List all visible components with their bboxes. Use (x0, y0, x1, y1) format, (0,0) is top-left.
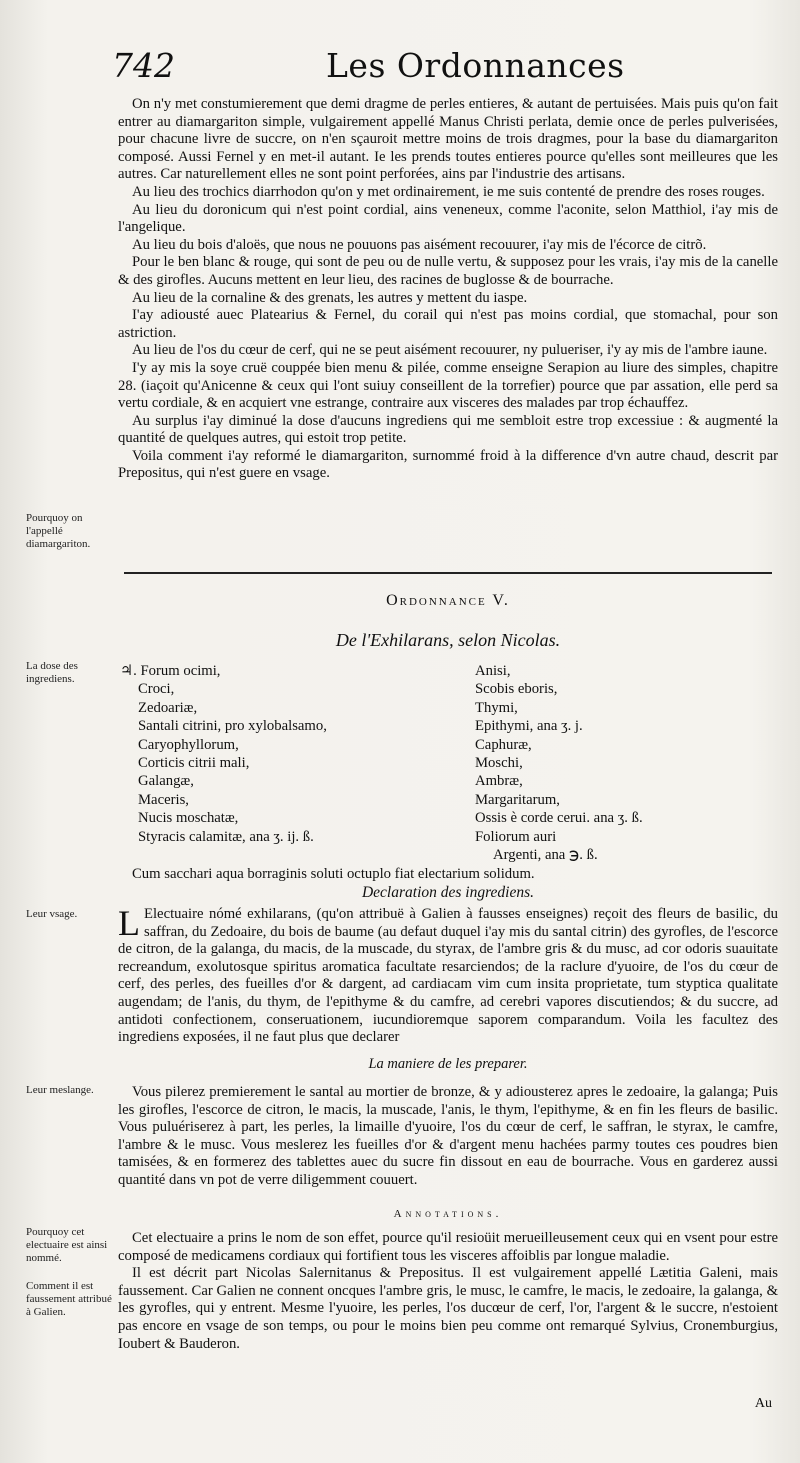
recipe-item: Foliorum auri (475, 828, 557, 845)
page-number: 742 (112, 46, 175, 85)
running-title: Les Ordonnances (326, 46, 625, 85)
margin-note: La dose des ingrediens. (26, 660, 78, 685)
paragraph: Au surplus i'ay diminué la dose d'aucuns ingrediens qui me sembloit estre trop excessiue : & augmenté la quantité de quelques autres, qui estoit trop petite. (118, 412, 778, 447)
margin-note: Comment il est faussement attribué à Galien. (26, 1280, 112, 1318)
recipe-item: Zedoariæ, (138, 699, 198, 716)
declaration-title: Declaration des ingrediens. (361, 884, 535, 901)
intro-text (118, 96, 778, 483)
recipe-item: ♃. Forum ocimi, (120, 663, 221, 679)
annotations-section (118, 1230, 778, 1353)
recipe-item: Moschi, (475, 755, 523, 772)
page-header (112, 46, 772, 90)
recipe-item: Nucis moschatæ, (138, 810, 239, 827)
recipe-left-column (120, 662, 327, 846)
recipe-item: Caphuræ, (475, 736, 532, 753)
paragraph: I'ay adiousté auec Platearius & Fernel, du corail qui n'est pas moins cordial, que stomachal, pour son astriction. (118, 307, 778, 341)
section-divider (124, 572, 772, 574)
annotations-title: Annotations. (393, 1208, 503, 1220)
paragraph: Au lieu de l'os du cœur de cerf, qui ne se peut aisément recouurer, ny pulueriser, i'y ay mis de l'ambre iaune. (132, 342, 768, 359)
catchword: Au (754, 1396, 772, 1411)
recipe-item: Ambræ, (475, 773, 523, 790)
recipe-item: Maceris, (138, 791, 189, 808)
paragraph: Au lieu de la cornaline & des grenats, les autres y mettent du iaspe. (132, 289, 528, 306)
margin-note: Pourquoy on l'appellé diamargariton. (26, 512, 91, 550)
drop-cap: L (118, 903, 140, 943)
paragraph: Au lieu du doronicum qui n'est point cordial, ains veneneux, comme l'aconite, selon Matthiol, i'ay mis de l'angelique. (118, 201, 778, 236)
declaration-section (118, 903, 778, 1047)
paragraph: Au lieu du bois d'aloës, que nous ne pouuons pas aisément recouurer, i'ay mis de l'écorce de citrõ. (132, 236, 707, 253)
recipe-item: Scobis eboris, (475, 681, 558, 698)
margin-note: Leur meslange. (26, 1084, 94, 1096)
paragraph: I'y ay mis la soye cruë couppée bien menu & pilée, comme enseigne Serapion au liure des simples, chapitre 28. (iaçoit qu'Anicenne & ceux qui l'ont suiuy conseillent de la torrefier) pource que par assation, elle perd sa vertu cordiale, & en acquiert vne estrange, contraire aux visceres des malades par trop échauffez. (118, 359, 778, 412)
paragraph: On n'y met constumierement que demi dragme de perles entieres, & autant de pertuisées. Mais puis qu'on fait entrer au diamargariton simple, vulgairement appellé Manus Christi perlata, demie once de perles pulverisées, pour chacune livre de succre, on n'en sçauroit mettre moins de trois dragmes, pour la base du diamargariton composé. Aussi Fernel y en met-il autant. Ie les prends toutes entieres pource qu'elles sont meilleures que les autres. Car naturellement elles ne sont point perforées, ains par l'industrie des artisans. (118, 96, 778, 183)
declaration-body: Electuaire nómé exhilarans, (qu'on attribuë à Galien à fausses enseignes) reçoit des fleurs de basilic, du saffran, du Zedoaire, du bois de baume (au defaut duquel i'ay mis du santal citrin) des gyrofles, de l'escorce de citron, de la galanga, du macis, de la muscade, du styrax, de l'ambre gris & du musc, ad cor odoris suauitate recreandum, exolutosque spiritus aromatica facultate resarciendos; de la raclure d'yuoire, de l'os du cœur de cerf, des perles, des fueilles d'or & dargent, ad cardiacam vim cum insita proprietate, tum styptica qualitate augendam; de l'anis, du thym, de l'epithyme & du camfre, ad cerebri vapores discutiendos; & du succre, ad antidoti confectionem, conseruationem, iucundioremque saporem comparandum. Voila les facultez des ingrediens exposées, il ne faut plus que declarer (118, 906, 778, 1046)
recipe-item: Margaritarum, (475, 791, 560, 808)
recipe-item: Argenti, ana ℈. ß. (493, 847, 598, 864)
paragraph: Voila comment i'ay reformé le diamargariton, surnommé froid à la difference d'vn autre chaud, descrit par Prepositus, qui n'est guere en vsage. (118, 447, 778, 482)
recipe-close-text: Cum sacchari aqua borraginis soluti octuplo fiat electarium solidum. (132, 866, 535, 882)
recipe-item: Galangæ, (138, 773, 194, 790)
preparation-title: La maniere de les preparer. (368, 1056, 528, 1072)
recipe-item: Epithymi, ana ʒ. j. (475, 718, 583, 735)
preparation-section (118, 1084, 778, 1190)
margin-note: Pourquoy cet electuaire est ainsi nommé. (26, 1226, 108, 1264)
recipe-item: Caryophyllorum, (138, 736, 239, 753)
annotation-paragraph: Cet electuaire a prins le nom de son effet, pource qu'il resioüit merueilleusement ceux qui en vsent pour estre composé de medicamens cordiaux qui fortifient tous les visceres affoiblis par longue maladie. (118, 1230, 778, 1264)
recipe-item: Ossis è corde cerui. ana ʒ. ß. (475, 810, 643, 827)
preparation-text: Vous pilerez premierement le santal au mortier de bronze, & y adiousterez apres le zedoaire, la galanga; Puis les girofles, l'escorce de citron, le macis, la muscade, l'anis, le thym, l'epithyme, & en fin les fleurs de basilic. Vous puluériserez à part, les perles, la limaille d'yuoire, l'os du cœur de cerf, le saffran, le styrax, le camfre, l'ambre & le musc. Vous meslerez les fueilles d'or & d'argent menu hachées parmy toutes ces poudres bien tamisées, & en formerez des tablettes auec du sucre fin dissout en eau de bourrache. Vous en garderez aussi quantité dans vn pot de verre diligemment couuert. (118, 1084, 778, 1188)
paragraph: Au lieu des trochics diarrhodon qu'on y met ordinairement, ie me suis contenté de prendre des roses rouges. (132, 183, 765, 200)
recipe-item: Thymi, (475, 699, 518, 716)
recipe-item: Anisi, (475, 663, 511, 679)
ordonnance-title: Ordonnance V. (386, 592, 510, 609)
margin-note: Leur vsage. (26, 908, 78, 920)
recipe-item: Styracis calamitæ, ana ʒ. ij. ß. (138, 828, 314, 845)
declaration-text (118, 903, 778, 1047)
ordonnance-subtitle: De l'Exhilarans, selon Nicolas. (335, 630, 561, 650)
recipe-close (118, 866, 778, 884)
annotation-paragraph: Il est décrit part Nicolas Salernitanus & Prepositus. Il est vulgairement appellé Lætitia Galeni, mais faussement. Car Galien ne connent oncques l'ambre gris, le musc, le camfre, le macis, le zedoaire, la galanga, & les gyrofles, qui y entrent. Mesme l'yuoire, les perles, l'os ducœur de cerf, l'or, l'argent & le succre, n'estoient pas encore en vsage de son temps, ou pour le moins bien peu comme ont remarqué Sylvius, Cronemburgius, Ioubert & Bauderon. (118, 1265, 778, 1352)
recipe-item: Croci, (138, 681, 175, 698)
recipe-item: Corticis citrii mali, (138, 755, 250, 772)
recipe-right-column (475, 662, 643, 864)
paragraph: Pour le ben blanc & rouge, qui sont de peu ou de nulle vertu, & supposez pour les vrais, i'ay mis de la canelle & des girofles. Aucuns mettent en leur lieu, des racines de buglosse & de bourrache. (118, 254, 778, 288)
recipe-item: Santali citrini, pro xylobalsamo, (138, 718, 327, 735)
